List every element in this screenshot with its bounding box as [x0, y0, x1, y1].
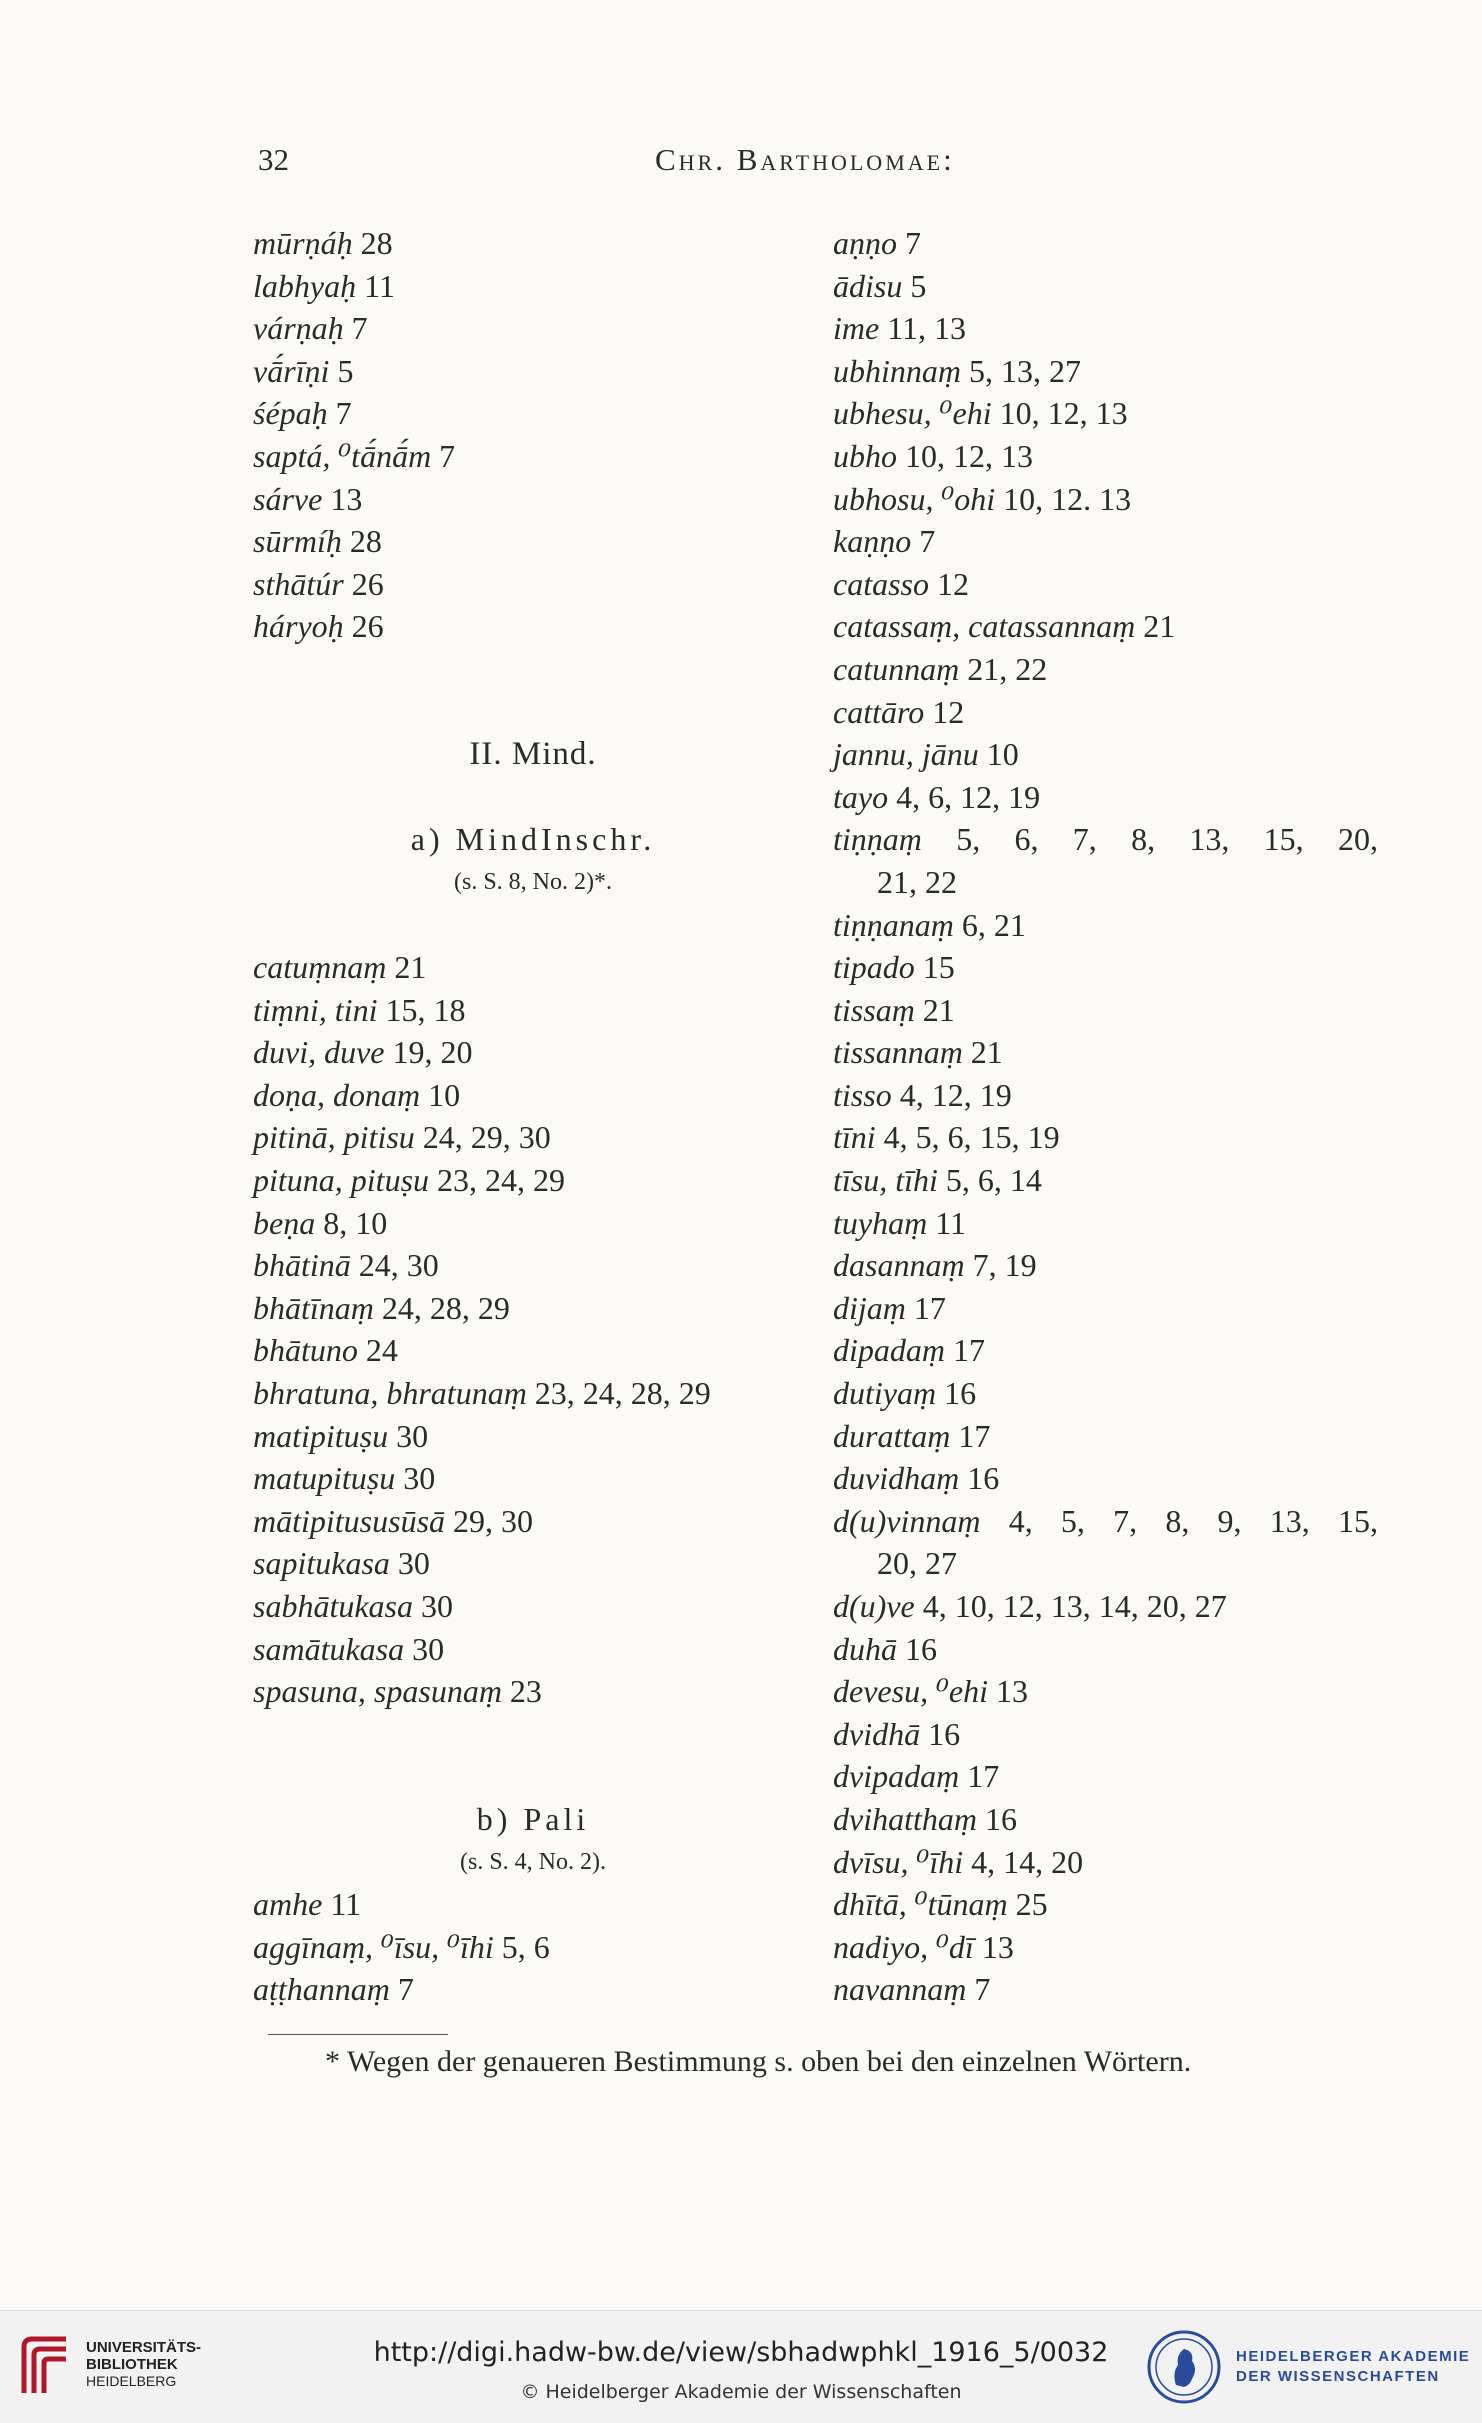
- entry-word: ime: [833, 310, 880, 347]
- entry-references: 10, 12. 13: [995, 480, 1132, 517]
- entry-references: 16: [959, 1460, 1000, 1497]
- index-entry: [833, 1074, 1393, 1117]
- index-entry: [833, 1244, 1393, 1287]
- entry-word: ādisu: [833, 267, 903, 304]
- entry-word: jannu, jānu: [833, 736, 979, 773]
- entry-reference: 7,: [1113, 1502, 1138, 1539]
- entry-references: 21: [386, 949, 427, 986]
- index-entry: [833, 478, 1393, 521]
- page-header: [0, 142, 1482, 182]
- entry-word: sapitukasa: [253, 1545, 390, 1582]
- university-library-label: UNIVERSITÄTS- BIBLIOTHEK HEIDELBERG: [86, 2339, 202, 2389]
- entry-word: bhātīnaṃ: [253, 1289, 374, 1326]
- index-entry: [833, 1798, 1393, 1841]
- entry-references: 16: [920, 1715, 961, 1752]
- index-entry: [253, 1159, 813, 1202]
- entry-references: 4, 14, 20: [963, 1843, 1084, 1880]
- index-entry: [833, 1713, 1393, 1756]
- index-entry: [833, 946, 1393, 989]
- index-entry: [833, 1329, 1393, 1372]
- viewer-footer: [0, 2310, 1482, 2423]
- subsection-heading: a) MindInschr.: [410, 821, 656, 858]
- blank-line: [253, 904, 813, 947]
- index-entry: [833, 1926, 1393, 1969]
- entry-references: 21: [962, 1034, 1003, 1071]
- index-entry: [833, 265, 1393, 308]
- entry-references: 15, 18: [377, 991, 466, 1028]
- entry-references: 11, 13: [879, 310, 967, 347]
- blank-line: [253, 648, 813, 691]
- entry-word: matupituṣu: [253, 1460, 396, 1497]
- running-title: Chr. Bartholomae:: [655, 142, 955, 177]
- entry-word: dvīsu, ⁰īhi: [833, 1843, 964, 1880]
- entry-references: 17: [945, 1332, 985, 1369]
- entry-continuation: 20, 27: [877, 1545, 957, 1582]
- entry-reference: 20,: [1337, 821, 1378, 858]
- entry-word: bhātuno: [253, 1332, 358, 1369]
- entry-references: 24: [357, 1332, 398, 1369]
- entry-references: 24, 30: [350, 1247, 439, 1284]
- index-entry: [253, 1031, 813, 1074]
- entry-references: 7: [327, 395, 352, 432]
- entry-word: catuṃnaṃ: [253, 949, 387, 986]
- entry-word: tissaṃ: [833, 991, 915, 1028]
- index-entry: [833, 1500, 1378, 1543]
- entry-references: 4, 12, 19: [891, 1076, 1012, 1113]
- entry-reference: 6,: [1014, 821, 1039, 858]
- entry-word: catassaṃ, catassannaṃ: [833, 608, 1136, 645]
- entry-references: 10: [420, 1076, 461, 1113]
- source-reference: (s. S. 8, No. 2)*.: [453, 868, 612, 895]
- index-entry: [833, 1755, 1393, 1798]
- entry-references: 5, 6: [493, 1928, 550, 1965]
- entry-references: 23, 24, 28, 29: [526, 1375, 711, 1412]
- entry-reference: 15,: [1337, 1502, 1378, 1539]
- entry-references: 16: [976, 1800, 1017, 1837]
- footnote: * Wegen der genaueren Bestimmung s. oben bei den einzelnen Wörtern.: [325, 2045, 1192, 2078]
- entry-word: tuyhaṃ: [833, 1204, 928, 1241]
- entry-word: kaṇṇo: [833, 523, 912, 560]
- entry-references: 16: [897, 1630, 937, 1667]
- entry-word: mātipitususūsā: [253, 1502, 446, 1539]
- entry-word: bhātinā: [253, 1247, 351, 1284]
- index-entry: [253, 435, 813, 478]
- entry-references: 28: [352, 225, 393, 261]
- entry-references: 10, 12, 13: [897, 437, 1033, 474]
- entry-reference: 7,: [1072, 821, 1097, 858]
- index-entry: [833, 1670, 1393, 1713]
- index-entry: [253, 392, 813, 435]
- entry-references: 30: [395, 1460, 436, 1497]
- index-entry: [253, 1968, 813, 2011]
- entry-references: 28: [341, 523, 382, 560]
- entry-word: catasso: [833, 565, 929, 602]
- entry-word: samātukasa: [253, 1630, 405, 1667]
- index-entry: [833, 435, 1393, 478]
- entry-references: 10: [978, 736, 1019, 773]
- index-entry: [833, 1841, 1393, 1884]
- blank-line: [253, 1755, 813, 1798]
- entry-references: 26: [343, 608, 384, 645]
- index-entry: [253, 350, 813, 393]
- index-entry: [833, 392, 1393, 435]
- entry-references: 7: [897, 225, 921, 261]
- entry-references: 17: [950, 1417, 991, 1454]
- index-entry: [253, 265, 813, 308]
- entry-word: beṇa: [253, 1204, 316, 1241]
- entry-references: 11: [322, 1886, 362, 1923]
- index-entry: [253, 989, 813, 1032]
- entry-word: tiṃni, tini: [253, 991, 378, 1028]
- entry-references: 30: [389, 1545, 430, 1582]
- source-reference: (s. S. 4, No. 2).: [459, 1848, 606, 1875]
- entry-word: saptá, ⁰tā́nā́m: [253, 437, 432, 474]
- entry-word: ubhinnaṃ: [833, 352, 961, 389]
- index-entry: [833, 605, 1393, 648]
- index-entry: [833, 222, 1393, 265]
- blank-line: [253, 776, 813, 819]
- entry-reference: 5,: [956, 821, 981, 858]
- index-entry: [253, 1116, 813, 1159]
- entry-continuation: 21, 22: [877, 863, 957, 900]
- entry-references: 23, 24, 29: [429, 1162, 566, 1199]
- entry-word: amhe: [253, 1886, 323, 1923]
- entry-references: 7: [911, 523, 936, 560]
- entry-references: 6, 21: [953, 906, 1026, 943]
- entry-references: 30: [404, 1630, 445, 1667]
- entry-word: bhratuna, bhratunaṃ: [253, 1375, 527, 1412]
- entry-references: 12: [924, 693, 965, 730]
- entry-references: 7: [431, 437, 456, 474]
- entry-word: aṇṇo: [833, 225, 897, 261]
- entry-word: ubhosu, ⁰ohi: [833, 480, 996, 517]
- entry-references: 17: [959, 1758, 1000, 1795]
- index-entry: [833, 1202, 1393, 1245]
- index-entry: [833, 776, 1393, 819]
- entry-word: durattaṃ: [833, 1417, 951, 1454]
- entry-word: háryoḥ: [253, 608, 344, 645]
- entry-references: 26: [343, 565, 384, 602]
- entry-references: 21: [914, 991, 955, 1028]
- index-entry: [833, 1372, 1393, 1415]
- entry-word: pitinā, pitisu: [253, 1119, 415, 1156]
- entry-reference: 4,: [1008, 1502, 1033, 1539]
- index-entry: [253, 307, 813, 350]
- entry-references: 24, 29, 30: [414, 1119, 551, 1156]
- index-entry: [253, 1500, 813, 1543]
- entry-references: 16: [936, 1375, 977, 1412]
- index-entry: [833, 520, 1393, 563]
- index-entry: [253, 1542, 813, 1585]
- entry-word: d(u)ve: [833, 1588, 915, 1624]
- index-entry: [833, 818, 1378, 861]
- entry-references: 21, 22: [959, 650, 1048, 687]
- index-entry: [253, 1074, 813, 1117]
- index-entry: [833, 307, 1393, 350]
- entry-references: 11: [356, 267, 395, 304]
- entry-word: tipado: [833, 949, 915, 986]
- entry-word: duvidhaṃ: [833, 1460, 960, 1497]
- entry-references: 5: [902, 267, 927, 304]
- subsection-heading: b) Pali: [476, 1800, 590, 1837]
- entry-word: aggīnaṃ, ⁰īsu, ⁰īhi: [253, 1928, 494, 1965]
- index-entry: [833, 1628, 1393, 1671]
- entry-references: 13: [973, 1928, 1014, 1965]
- entry-word: mūrṇáḥ: [253, 225, 353, 261]
- index-entry: [253, 946, 813, 989]
- academy-seal-icon[interactable]: [1146, 2329, 1222, 2405]
- blank-line: [253, 691, 813, 734]
- entry-word: śépaḥ: [253, 395, 328, 432]
- index-entry: [253, 1287, 813, 1330]
- entry-word: pituna, pituṣu: [253, 1162, 430, 1199]
- index-entry: [253, 1457, 813, 1500]
- entry-reference: 13,: [1269, 1502, 1310, 1539]
- entry-references: 29, 30: [445, 1502, 534, 1539]
- entry-word: navannaṃ: [833, 1971, 967, 2008]
- entry-word: matipituṣu: [253, 1417, 389, 1454]
- entry-references: 7: [966, 1971, 991, 2008]
- index-entry: [833, 1585, 1393, 1628]
- entry-reference: 8,: [1165, 1502, 1190, 1539]
- index-entry: [833, 1968, 1393, 2011]
- entry-references: 23: [501, 1673, 542, 1710]
- entry-references: 5, 13, 27: [961, 352, 1081, 389]
- index-entry: [833, 350, 1393, 393]
- entry-references: 13: [322, 480, 363, 517]
- entry-word: dipadaṃ: [833, 1332, 945, 1369]
- entry-references: 25: [1007, 1886, 1048, 1923]
- entry-word: devesu, ⁰ehi: [833, 1673, 988, 1710]
- entry-word: tīsu, tīhi: [833, 1162, 938, 1199]
- entry-word: tiṇṇaṃ: [833, 821, 922, 858]
- section-heading: II. Mind.: [469, 736, 597, 773]
- entry-word: tayo: [833, 778, 889, 815]
- index-entry: [833, 1287, 1393, 1330]
- entry-word: dutiyaṃ: [833, 1375, 937, 1412]
- academy-label: HEIDELBERGER AKADEMIE DER WISSENSCHAFTEN: [1236, 2348, 1471, 2385]
- entry-references: 13: [987, 1673, 1028, 1710]
- entry-word: d(u)vinnaṃ: [833, 1502, 981, 1539]
- entry-references: 5, 6, 14: [937, 1162, 1042, 1199]
- index-entry: [253, 1329, 813, 1372]
- entry-reference: 9,: [1217, 1502, 1242, 1539]
- entry-word: dijaṃ: [833, 1289, 906, 1326]
- index-entry: [253, 520, 813, 563]
- entry-word: tīni: [833, 1119, 876, 1156]
- index-entry: [253, 222, 813, 265]
- right-column: [833, 222, 1393, 2011]
- index-entry: [833, 1883, 1393, 1926]
- index-entry: [253, 1244, 813, 1287]
- entry-references: 12: [929, 565, 969, 602]
- index-entry: [833, 1031, 1393, 1074]
- entry-references: 5: [329, 352, 354, 389]
- entry-references: 11: [927, 1204, 967, 1241]
- entry-references: 8, 10: [315, 1204, 388, 1241]
- entry-word: dvidhā: [833, 1715, 921, 1752]
- entry-references: 7: [389, 1971, 414, 2008]
- page-number: 32: [258, 142, 289, 177]
- index-entry: [833, 1116, 1393, 1159]
- entry-word: tisso: [833, 1076, 892, 1113]
- index-entry: [253, 563, 813, 606]
- index-entry: [833, 691, 1393, 734]
- entry-references: 15: [914, 949, 955, 986]
- entry-word: tissannaṃ: [833, 1034, 963, 1071]
- entry-references: 17: [905, 1289, 946, 1326]
- entry-references: 24, 28, 29: [373, 1289, 510, 1326]
- entry-references: 4, 10, 12, 13, 14, 20, 27: [914, 1588, 1227, 1624]
- index-entry: [833, 989, 1393, 1032]
- entry-references: 7, 19: [964, 1247, 1037, 1284]
- entry-word: duvi, duve: [253, 1034, 385, 1071]
- entry-word: dvipadaṃ: [833, 1758, 960, 1795]
- index-entry: [253, 1372, 813, 1415]
- copyright-notice: © Heidelberger Akademie der Wissenschaften: [520, 2381, 962, 2403]
- index-entry: [833, 1159, 1393, 1202]
- entry-word: ubhesu, ⁰ehi: [833, 395, 992, 432]
- entry-word: dvihatthaṃ: [833, 1800, 977, 1837]
- index-entry: [253, 1202, 813, 1245]
- index-entry: [253, 1926, 813, 1969]
- index-entry: [833, 1415, 1393, 1458]
- index-entry: [833, 1457, 1393, 1500]
- entry-word: cattāro: [833, 693, 925, 730]
- index-entry: [833, 733, 1393, 776]
- entry-word: doṇa, donaṃ: [253, 1076, 421, 1113]
- entry-word: dhītā, ⁰tūnaṃ: [833, 1886, 1008, 1923]
- entry-references: 4, 6, 12, 19: [888, 778, 1041, 815]
- left-column: [253, 222, 813, 2011]
- entry-references: 4, 5, 6, 15, 19: [875, 1119, 1060, 1156]
- entry-word: sabhātukasa: [253, 1588, 413, 1624]
- entry-word: sūrmíḥ: [253, 523, 342, 560]
- index-entry: [253, 605, 813, 648]
- entry-word: aṭṭhannaṃ: [253, 1971, 390, 2008]
- entry-reference: 13,: [1189, 821, 1230, 858]
- entry-word: várṇaḥ: [253, 310, 344, 347]
- index-entry: [253, 1585, 813, 1628]
- entry-word: spasuna, spasunaṃ: [253, 1673, 502, 1710]
- entry-word: tiṇṇanaṃ: [833, 906, 954, 943]
- entry-reference: 5,: [1060, 1502, 1085, 1539]
- entry-word: sárve: [253, 480, 323, 517]
- entry-references: 30: [413, 1588, 453, 1624]
- blank-line: [253, 1713, 813, 1756]
- index-entry: [253, 1883, 813, 1926]
- index-entry: [253, 1670, 813, 1713]
- entry-reference: 8,: [1131, 821, 1156, 858]
- entry-word: sthātúr: [253, 565, 344, 602]
- entry-word: duhā: [833, 1630, 897, 1667]
- entry-word: labhyaḥ: [253, 267, 357, 304]
- entry-references: 21: [1135, 608, 1176, 645]
- index-entry: [253, 1415, 813, 1458]
- index-entry: [253, 478, 813, 521]
- entry-word: catunnaṃ: [833, 650, 960, 687]
- entry-word: ubho: [833, 437, 897, 474]
- entry-word: nadiyo, ⁰dī: [833, 1928, 974, 1965]
- entry-references: 7: [343, 310, 368, 347]
- index-entry: [833, 648, 1393, 691]
- index-entry: [833, 563, 1393, 606]
- entry-reference: 15,: [1263, 821, 1304, 858]
- entry-references: 30: [388, 1417, 429, 1454]
- footnote-rule: [268, 2034, 448, 2035]
- permalink-url[interactable]: http://digi.hadw-bw.de/view/sbhadwphkl_1916_5/0032: [373, 2337, 1109, 2368]
- entry-references: 19, 20: [384, 1034, 473, 1071]
- entry-word: vā́rīṇi: [253, 352, 330, 389]
- index-entry: [833, 904, 1393, 947]
- index-entry: [253, 1628, 813, 1671]
- entry-references: 10, 12, 13: [991, 395, 1128, 432]
- entry-word: dasannaṃ: [833, 1247, 965, 1284]
